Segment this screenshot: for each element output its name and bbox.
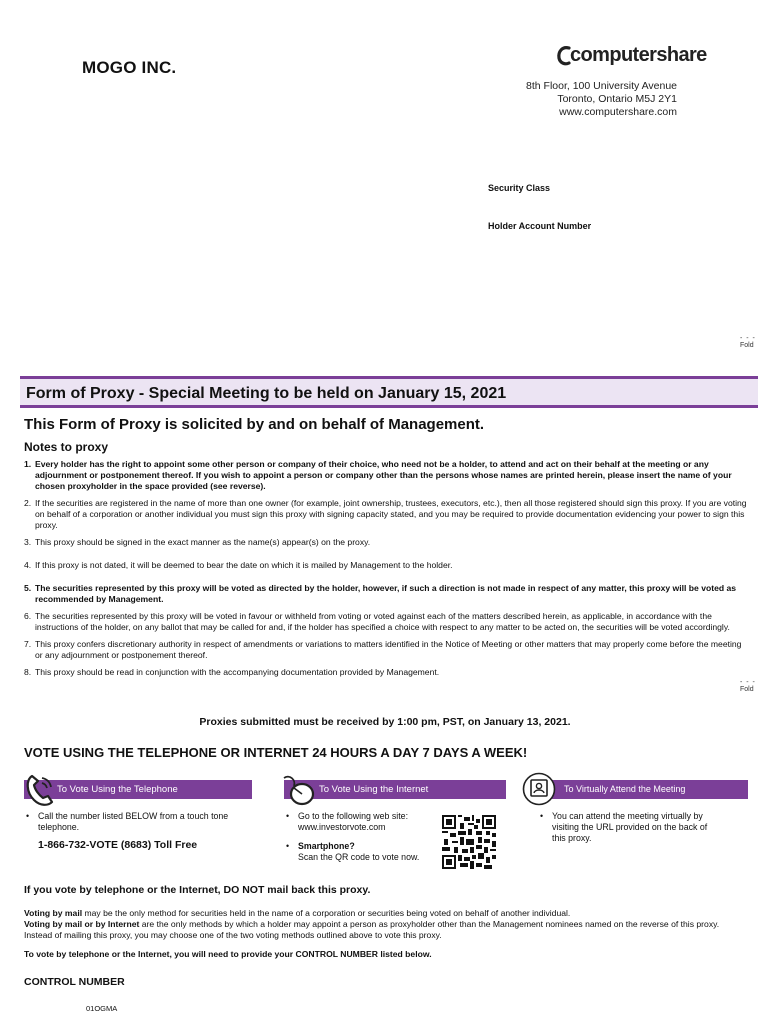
qr-code-icon[interactable] xyxy=(442,815,496,869)
note-2: 2. If the securities are registered in the name of more than one owner (for example, joint ownership, trustees, executors, etc.), then all those registered should sign this proxy. If you are voting on behalf of a corporation or another individual you must sign this proxy with signing capacity stated, and you may be required to provide documentation evidencing your power to sign this proxy. xyxy=(24,498,747,530)
do-not-mail-notice: If you vote by telephone or the Internet, DO NOT mail back this proxy. xyxy=(24,884,371,896)
telephone-bullet: • Call the number listed BELOW from a touch tone telephone. xyxy=(26,811,229,832)
telephone-vote-label: To Vote Using the Telephone xyxy=(57,784,178,795)
mail-voting-paragraph xyxy=(24,908,754,941)
fold-mark-top: - - - Fold xyxy=(740,335,756,349)
fold-label-bottom: Fold xyxy=(740,686,754,693)
logo-text: computershare xyxy=(570,44,707,66)
mouse-icon xyxy=(280,772,318,808)
proxy-title-band xyxy=(20,376,758,408)
fold-label-top: Fold xyxy=(740,342,754,349)
address-line-3: www.computershare.com xyxy=(559,106,677,118)
control-number-heading: CONTROL NUMBER xyxy=(24,976,125,988)
address-line-2: Toronto, Ontario M5J 2Y1 xyxy=(557,93,677,105)
note-6: 6. The securities represented by this proxy will be voted in favour or withheld from voting or voted against each of the matters described herein, as applicable, in accordance with the instructions of the holder, on any ballot that may be called for and, if the holder has specified a choice with respect to any matter to be acted on, the securities will be voted accordingly. xyxy=(24,611,730,632)
notes-list xyxy=(24,459,748,678)
note-3: 3. This proxy should be signed in the exact manner as the name(s) appear(s) on the proxy. xyxy=(24,537,371,547)
notes-heading: Notes to proxy xyxy=(24,440,109,454)
internet-bullet-1: • Go to the following web site: www.investorvote.com xyxy=(286,811,409,832)
telephone-icon xyxy=(22,772,56,808)
internet-vote-label: To Vote Using the Internet xyxy=(319,784,429,795)
proxy-title: Form of Proxy - Special Meeting to be held on January 15, 2021 xyxy=(26,385,507,402)
control-number-note: To vote by telephone or the Internet, you will need to provide your CONTROL NUMBER listed below. xyxy=(24,949,432,959)
security-class-label: Security Class xyxy=(488,183,551,193)
computershare-logo xyxy=(556,44,707,70)
note-4: 4. If this proxy is not dated, it will be deemed to bear the date on which it is mailed by Management to the holder. xyxy=(24,560,453,570)
company-name: MOGO INC. xyxy=(82,58,177,77)
attendee-icon xyxy=(522,772,556,806)
smartphone-label: Smartphone? xyxy=(298,841,355,851)
telephone-vote-bar xyxy=(24,780,252,799)
mail-line-3: Instead of mailing this proxy, you may choose one of the two voting methods outlined above to vote this proxy. xyxy=(24,930,442,940)
note-7: 7. This proxy confers discretionary authority in respect of amendments or variations to matters identified in the Notice of Meeting or other matters that may properly come before the meeting or any adjournment or postponement thereof. xyxy=(24,639,742,660)
solicited-heading: This Form of Proxy is solicited by and on behalf of Management. xyxy=(24,416,485,433)
proxy-deadline: Proxies submitted must be received by 1:00 pm, PST, on January 13, 2021. xyxy=(199,716,571,728)
vote-heading: VOTE USING THE TELEPHONE OR INTERNET 24 HOURS A DAY 7 DAYS A WEEK! xyxy=(24,745,528,760)
mail-line-2: Voting by mail or by Internet are the only methods by which a holder may appoint a person as proxyholder other than the Management nominees named on the reverse of this proxy. xyxy=(24,919,720,929)
note-5: 5. The securities represented by this proxy will be voted as directed by the holder, however, if such a direction is not made in respect of any matter, this proxy will be voted as recommended by Management. xyxy=(24,583,737,604)
fold-mark-bottom: - - - Fold xyxy=(740,679,756,693)
virtual-meeting-bullet: • You can attend the meeting virtually by visiting the URL provided on the back of this proxy. xyxy=(540,811,708,843)
note-1: 1. Every holder has the right to appoint some other person or company of their choice, who need not be a holder, to attend and act on their behalf at the meeting or any adjournment or postponement thereof. If you wish to appoint a person or company other than the persons whose names are printed herein, please insert the name of your chosen proxyholder in the space provided (see reverse). xyxy=(24,459,732,491)
note-8: 8. This proxy should be read in conjunction with the accompanying documentation provided by Management. xyxy=(24,667,440,677)
virtual-meeting-label: To Virtually Attend the Meeting xyxy=(564,784,686,794)
scan-qr-text: Scan the QR code to vote now. xyxy=(298,852,420,862)
form-code: 01OGMA xyxy=(86,1004,118,1013)
holder-account-label: Holder Account Number xyxy=(488,221,592,231)
internet-bullet-2: • Smartphone? Scan the QR code to vote now. xyxy=(286,841,420,862)
mail-line-1: Voting by mail may be the only method for securities held in the name of a corporation or securities being voted on behalf of another individual. xyxy=(24,908,571,918)
telephone-number: 1-866-732-VOTE (8683) Toll Free xyxy=(38,839,198,851)
virtual-meeting-bar xyxy=(530,780,748,799)
address-line-1: 8th Floor, 100 University Avenue xyxy=(526,80,677,92)
address-block xyxy=(526,80,677,119)
